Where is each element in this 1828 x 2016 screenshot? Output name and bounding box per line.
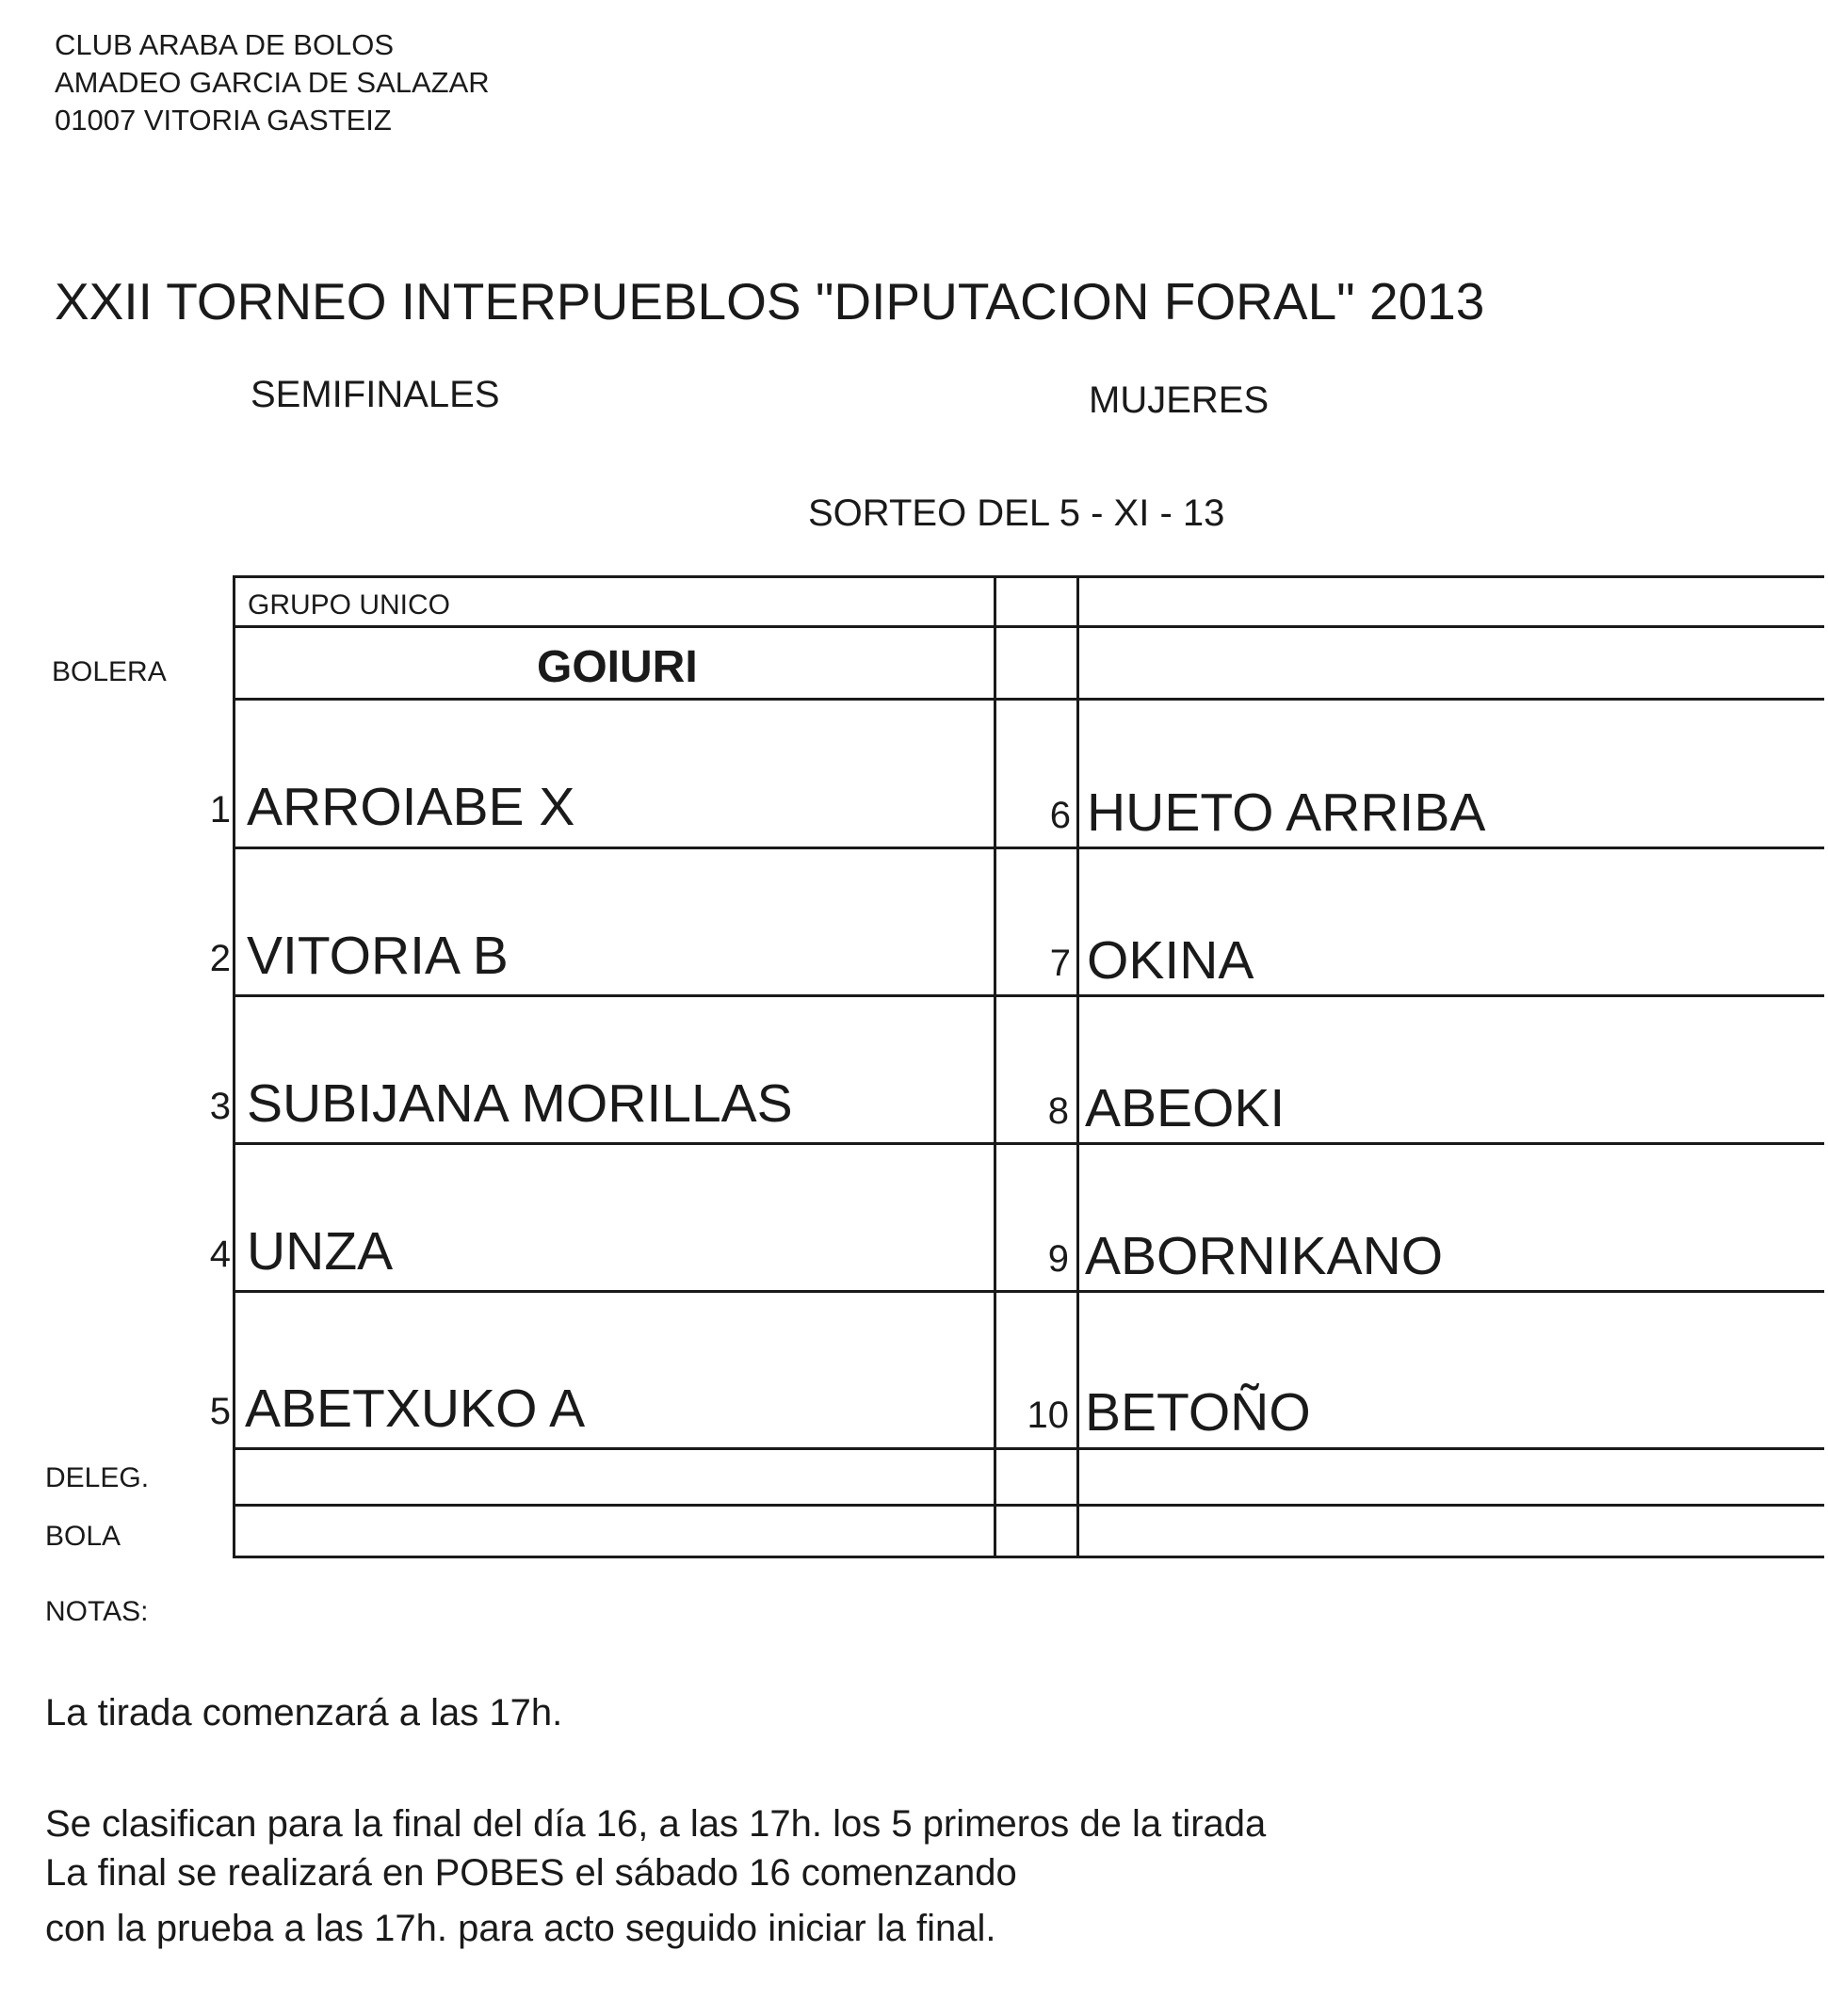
team-number: 5 — [209, 1391, 231, 1432]
bolera-label: BOLERA — [52, 656, 167, 687]
team-name: ARROIABE X — [247, 777, 575, 837]
team-number: 8 — [1047, 1090, 1069, 1132]
club-address: AMADEO GARCIA DE SALAZAR — [55, 66, 490, 99]
team-name: ABORNIKANO — [1085, 1226, 1444, 1286]
team-number: 10 — [1027, 1395, 1069, 1436]
draw-date: SORTEO DEL 5 - XI - 13 — [808, 492, 1225, 534]
team-number: 7 — [1049, 943, 1071, 984]
deleg-label: DELEG. — [45, 1462, 150, 1493]
team-name: UNZA — [247, 1221, 394, 1282]
team-number: 2 — [209, 938, 231, 979]
notes-line: La final se realizará en POBES el sábado 16 comenzando — [45, 1852, 1017, 1894]
team-number: 6 — [1049, 795, 1071, 836]
team-number: 3 — [209, 1086, 231, 1127]
team-number: 4 — [209, 1234, 231, 1275]
row-divider — [235, 1504, 1824, 1507]
round-label: SEMIFINALES — [251, 374, 500, 415]
group-label: GRUPO UNICO — [248, 589, 451, 621]
team-name: SUBIJANA MORILLAS — [247, 1073, 793, 1134]
row-divider — [235, 1142, 1824, 1145]
club-city: 01007 VITORIA GASTEIZ — [55, 104, 392, 137]
team-number: 1 — [209, 789, 231, 831]
team-name: ABEOKI — [1085, 1078, 1286, 1138]
team-name: HUETO ARRIBA — [1087, 782, 1486, 843]
row-divider — [235, 994, 1824, 997]
notes-line: Se clasifican para la final del día 16, a las 17h. los 5 primeros de la tirada — [45, 1803, 1267, 1845]
notes-line: con la prueba a las 17h. para acto seguido iniciar la final. — [45, 1908, 996, 1949]
tournament-title: XXII TORNEO INTERPUEBLOS "DIPUTACION FORAL" 2013 — [55, 272, 1485, 331]
team-number: 9 — [1047, 1238, 1069, 1280]
team-name: VITORIA B — [247, 926, 509, 986]
row-divider — [235, 847, 1824, 849]
team-name: ABETXUKO A — [245, 1379, 586, 1439]
category-label: MUJERES — [1089, 379, 1270, 421]
club-name: CLUB ARABA DE BOLOS — [55, 28, 395, 61]
column-divider — [1076, 578, 1079, 1556]
team-name: OKINA — [1087, 930, 1254, 991]
team-name: BETOÑO — [1085, 1382, 1311, 1443]
row-divider — [235, 698, 1824, 701]
notes-line: La tirada comenzará a las 17h. — [45, 1692, 563, 1734]
row-divider — [235, 625, 1824, 628]
bolera-value: GOIURI — [537, 642, 698, 692]
bola-label: BOLA — [45, 1521, 121, 1552]
row-divider — [235, 1290, 1824, 1293]
row-divider — [235, 1447, 1824, 1450]
column-divider — [994, 578, 996, 1556]
notes-label: NOTAS: — [45, 1596, 149, 1627]
